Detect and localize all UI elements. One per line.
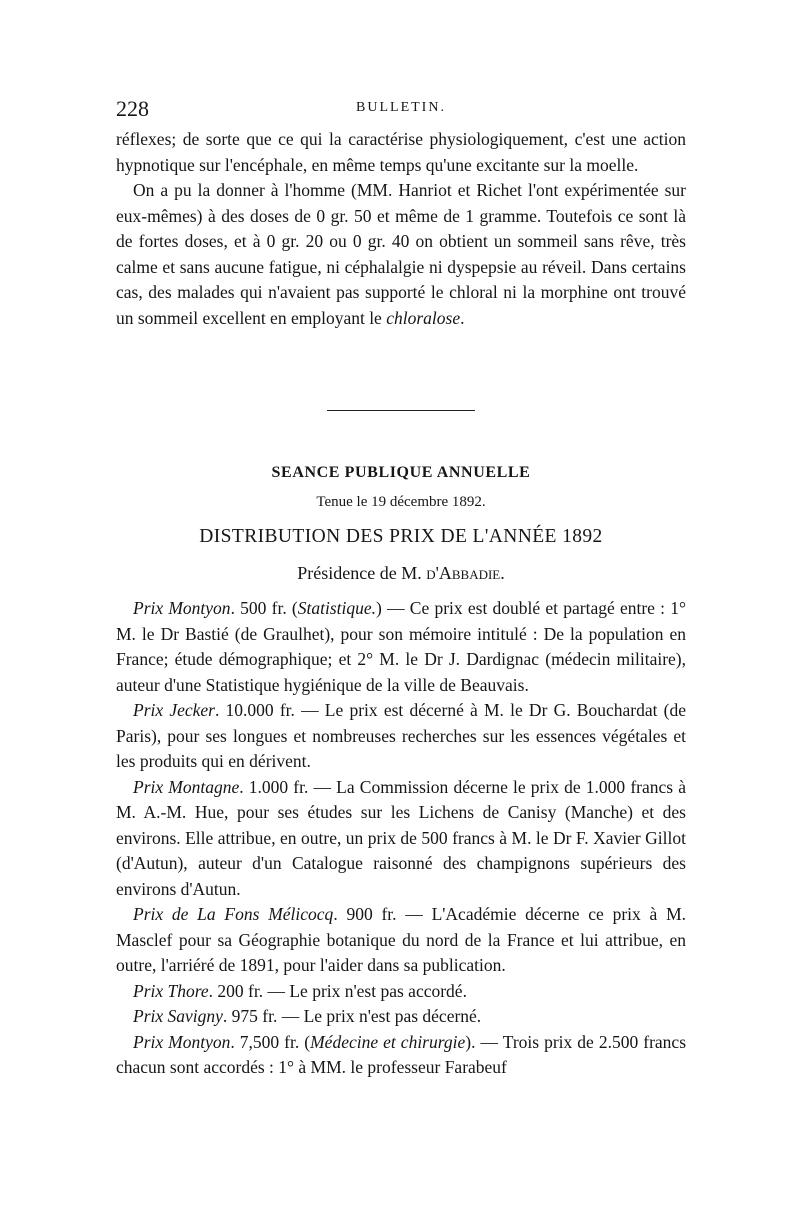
prize-category: Statistique. (297, 598, 377, 618)
prize-name: Prix Jecker (133, 700, 215, 720)
presidence-prefix: Présidence de M. (297, 563, 422, 583)
prize-body: . 900 fr. — L'Académie décerne ce prix à M. Masclef pour sa Géographie botanique du nord de la France et lui attribue, en outre, l'arriéré de 1891, pour l'aider dans sa publication. (116, 904, 687, 975)
prize-name: Prix Montyon (133, 598, 231, 618)
prize-thore (116, 979, 686, 1005)
page-number: 228 (116, 96, 149, 121)
paragraph-chloralose-dosage (116, 178, 686, 331)
paragraph-text: On a pu la donner à l'homme (MM. Hanriot et Richet l'ont expérimentée sur eux-mêmes) à des doses de 0 gr. 50 et même de 1 gramme. Toutefois ce sont là de fortes doses, et à 0 gr. 20 ou 0 gr. 40 on obtient un sommeil sans rêve, très calme et sans aucune fatigue, ni céphalalgie ni dyspepsie au réveil. Dans certains cas, des malades qui n'avaient pas supporté le chloral ni la morphine ont trouvé un sommeil excellent en employant le (116, 180, 686, 328)
prize-body: . 200 fr. — Le prix n'est pas accordé. (208, 980, 467, 1001)
prize-name: Prix Savigny (133, 1006, 223, 1026)
presidence-suffix: . (500, 563, 505, 583)
presidence-line (116, 563, 686, 584)
prizes-list (116, 596, 686, 1081)
running-head: BULLETIN. (356, 100, 446, 115)
prize-name: Prix Montyon (133, 1031, 231, 1052)
paragraph-continuation: réflexes; de sorte que ce qui la caractérise physiologiquement, c'est une action hypnotique sur l'encéphale, en même temps qu'une excitante sur la moelle. (116, 129, 686, 175)
session-date: Tenue le 19 décembre 1892. (316, 494, 486, 510)
distribution-title: DISTRIBUTION DES PRIX DE L'ANNÉE 1892 (199, 526, 603, 547)
prize-montyon-statistique (116, 596, 686, 698)
chloralose-term: chloralose (386, 307, 461, 328)
prize-jecker (116, 698, 686, 775)
prize-montyon-medecine (116, 1030, 686, 1081)
prize-montagne (116, 775, 686, 903)
prize-amount: . 500 fr. ( (230, 598, 298, 618)
prize-category: Médecine et chirurgie (310, 1031, 466, 1052)
prize-body: . 1.000 fr. — La Commission décerne le prix de 1.000 francs à M. A.-M. Hue, pour ses études sur les Lichens de Canisy (Manche) et des environs. Elle attribue, en outre, un prix de 500 francs à M. le Dr F. Xavier Gillot (d'Autun), auteur d'un Catalogue raisonné des champignons supérieurs des environs d'Autun. (116, 776, 686, 899)
prize-name: Prix Montagne (133, 776, 240, 797)
prize-name: Prix de La Fons Mélicocq (133, 904, 334, 924)
section-divider (327, 410, 475, 411)
prize-body: ) — Ce prix est doublé et partagé entre : 1° M. le Dr Bastié (de Graulhet), pour son mémoire intitulé : De la population en France; étude démographique; et 2° M. le Dr J. Dardignac (médecin militaire), auteur d'une Statistique hygiénique de la ville de Beauvais. (116, 598, 686, 695)
prize-amount: . 7,500 fr. ( (230, 1031, 311, 1052)
prize-body: ). — Trois prix de 2.500 francs chacun sont accordés : 1° à MM. le professeur Farabeuf (116, 1031, 687, 1077)
page-header (116, 96, 686, 126)
section-title: SEANCE PUBLIQUE ANNUELLE (271, 464, 531, 481)
prize-body: . 10.000 fr. — Le prix est décerné à M. le Dr G. Bouchardat (de Paris), pour ses longues et nombreuses recherches sur les essences végétales et les produits qui en dérivent. (116, 700, 686, 771)
presidence-name: d'Abbadie (426, 563, 501, 583)
prize-body: . 975 fr. — Le prix n'est pas décerné. (222, 1006, 482, 1026)
prize-savigny (116, 1004, 686, 1030)
top-text-block (116, 127, 686, 331)
prize-la-fons-melicocq (116, 902, 686, 979)
paragraph-end: . (460, 307, 465, 328)
prize-name: Prix Thore (133, 980, 209, 1001)
